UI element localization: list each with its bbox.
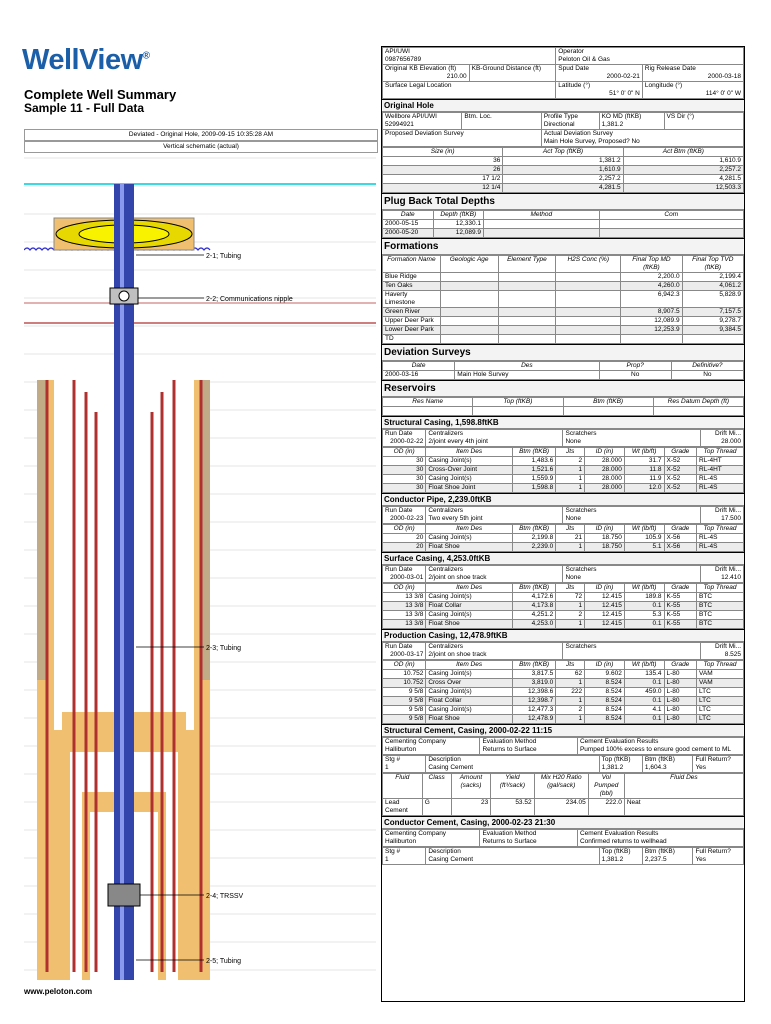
lat-cell: Latitude (°) 51° 0' 0" N — [556, 82, 643, 99]
casing-row: 13 3/8 Casing Joint(s) 4,172.6 72 12.415 189.8 K-55 BTC — [383, 593, 744, 602]
page-title: Complete Well Summary — [24, 87, 177, 102]
original-hole-table: Wellbore API/UWI 52994921 Btm. Loc. Profile Type Directional KO MD (ftKB) 1,381.2 VS Dir (°) Proposed Deviation Survey Actual Deviation Survey Main Hole Survey, Proposed? No — [382, 112, 744, 147]
casing-row: 30 Casing Joint(s) 1,483.6 2 28.000 31.7 X-52 RL-4HT — [383, 457, 744, 466]
casing-row: 30 Cross-Over Joint 1,521.6 1 28.000 11.8 X-52 RL-4HT — [383, 466, 744, 475]
deviation-row: 2000-03-16 Main Hole Survey No No — [383, 371, 744, 380]
cement-info: Cementing Company Halliburton Evaluation Method Returns to Surface Cement Evaluation Results Confirmed returns to wellhead — [382, 829, 744, 847]
formation-row: Lower Deer Park 12,253.9 9,384.5 — [383, 326, 744, 335]
label-comm-nipple: 2-2; Communications nipple — [206, 296, 293, 303]
casing-title: Conductor Pipe, 2,239.0ftKB — [382, 493, 744, 506]
casing-info: Run Date 2000-02-22 Centralizers 2/joint every 4th joint Scratchers None Drift Mi... 28.000 — [382, 429, 744, 447]
casing-row: 13 3/8 Casing Joint(s) 4,251.2 2 12.415 5.3 K-55 BTC — [383, 611, 744, 620]
spud-cell: Spud Date 2000-02-21 — [556, 65, 643, 82]
cement-fluids: Fluid Class Amount (sacks) Yield (ft³/sack) Mix H20 Ratio (gal/sack) Vol Pumped (bbl) Fluid Des Lead Cement G 23 53.52 234.05 222.0 Neat — [382, 773, 744, 816]
hole-size-table: Size (in) Act Top (ftKB) Act Btm (ftKB) 36 1,381.2 1,610.9 26 1,610.9 2,257.2 17 1/2 2,257.2 4,281.5 12 1/4 4,281.5 12,503.3 — [382, 147, 744, 193]
casing-row: 30 Casing Joint(s) 1,559.9 1 28.000 11.9 X-52 RL-4S — [383, 475, 744, 484]
kb-elev-cell: Original KB Elevation (ft) 210.00 — [383, 65, 470, 82]
casing-row: 9 5/8 Casing Joint(s) 12,398.6 222 8.524 459.0 L-80 LTC — [383, 688, 744, 697]
label-tubing-1: 2-1; Tubing — [206, 253, 242, 260]
casing-components: OD (in) Item Des Btm (ftKB) Jts ID (in) Wt (lb/ft) Grade Top Thread 13 3/8 Casing Joint(s) 4,172.6 72 12.415 189.8 K-55 BTC 13 3/8 Float Collar 4,173.8 1 12.415 0.1 K-55 BTC 13 3/8 Casing Joint(s) 4,251.2 2 12.415 5.3 K-55 BTC 13 3/8 Float Shoe 4,253.0 1 12.415 0.1 K-55 BTC — [382, 583, 744, 629]
casing-components: OD (in) Item Des Btm (ftKB) Jts ID (in) Wt (lb/ft) Grade Top Thread 20 Casing Joint(s) 2,199.8 21 18.750 105.9 X-56 RL-4S 20 Float Shoe 2,239.0 1 18.750 5.1 X-56 RL-4S — [382, 524, 744, 552]
legal-cell: Surface Legal Location — [383, 82, 556, 99]
formation-row: Upper Deer Park 12,089.9 9,278.7 — [383, 317, 744, 326]
casing-row: 20 Casing Joint(s) 2,199.8 21 18.750 105.9 X-56 RL-4S — [383, 534, 744, 543]
casing-row: 9 5/8 Float Collar 12,398.7 1 8.524 0.1 L-80 LTC — [383, 697, 744, 706]
casing-row: 10.752 Cross Over 3,819.0 1 8.524 0.1 L-80 VAM — [383, 679, 744, 688]
casing-row: 20 Float Shoe 2,239.0 1 18.750 5.1 X-56 RL-4S — [383, 543, 744, 552]
label-tubing-5: 2-5; Tubing — [206, 958, 242, 965]
schematic-subheader: Vertical schematic (actual) — [24, 141, 378, 153]
rig-release-cell: Rig Release Date 2000-03-18 — [642, 65, 743, 82]
formation-row: Ten Oaks 4,260.0 4,061.2 — [383, 282, 744, 291]
formation-row: Green River 8,907.5 7,157.5 — [383, 308, 744, 317]
casing-info: Run Date 2000-03-01 Centralizers 2/joint on shoe track Scratchers None Drift Mi... 12.410 — [382, 565, 744, 583]
pbtd-row: 2000-05-20 12,089.9 — [383, 229, 744, 238]
api-cell: API/UWI 0987656789 — [383, 48, 556, 65]
formation-row: Haverty Limestone 6,942.3 5,828.9 — [383, 291, 744, 308]
deviation-table: Date Des Prop? Definitive? 2000-03-16 Main Hole Survey No No — [382, 361, 744, 380]
cement-stage: Stg # 1 Description Casing Cement Top (ftKB) 1,381.2 Btm (ftKB) 2,237.5 Full Return? Yes — [382, 847, 744, 865]
casing-info: Run Date 2000-03-17 Centralizers 2/joint on shoe track Scratchers Drift Mi... 8.525 — [382, 642, 744, 660]
casings-section — [382, 416, 744, 724]
casing-row: 13 3/8 Float Shoe 4,253.0 1 12.415 0.1 K-55 BTC — [383, 620, 744, 629]
hole-size-row: 12 1/4 4,281.5 12,503.3 — [383, 184, 744, 193]
casing-row: 10.752 Casing Joint(s) 3,817.5 62 9.602 135.4 L-80 VAM — [383, 670, 744, 679]
page-subtitle: Sample 11 - Full Data — [24, 101, 145, 115]
label-tubing-3: 2-3; Tubing — [206, 645, 242, 652]
casing-title: Surface Casing, 4,253.0ftKB — [382, 552, 744, 565]
casing-components: OD (in) Item Des Btm (ftKB) Jts ID (in) Wt (lb/ft) Grade Top Thread 30 Casing Joint(s) 1,483.6 2 28.000 31.7 X-52 RL-4HT 30 Cross-Over Joint 1,521.6 1 28.000 11.8 X-52 RL-4HT 30 Casing Joint(s) 1,559.9 1 28.000 11.9 X-52 RL-4S 30 Float Shoe Joint 1,598.8 1 28.000 12.0 X-52 RL-4S — [382, 447, 744, 493]
casing-row: 9 5/8 Float Shoe 12,478.9 1 8.524 0.1 L-80 LTC — [383, 715, 744, 724]
hole-size-row: 36 1,381.2 1,610.9 — [383, 157, 744, 166]
footer-url: www.peloton.com — [24, 987, 93, 996]
pbtd-table: Date Depth (ftKB) Method Com 2000-05-15 12,330.1 2000-05-20 12,089.9 — [382, 210, 744, 238]
casing-row: 13 3/8 Float Collar 4,173.8 1 12.415 0.1 K-55 BTC — [383, 602, 744, 611]
casing-title: Structural Casing, 1,598.8ftKB — [382, 416, 744, 429]
summary-panel — [381, 46, 745, 1002]
cements-section — [382, 724, 744, 865]
hole-size-row: 26 1,610.9 2,257.2 — [383, 166, 744, 175]
lon-cell: Longitude (°) 114° 0' 0" W — [642, 82, 743, 99]
reservoirs-table: Res Name Top (ftKB) Btm (ftKB) Res Datum Depth (ft) — [382, 397, 744, 416]
formation-row: Blue Ridge 2,200.0 2,199.4 — [383, 273, 744, 282]
trssv — [108, 884, 140, 906]
pbtd-row: 2000-05-15 12,330.1 — [383, 220, 744, 229]
wellbore-schematic — [24, 152, 376, 980]
formation-row: TD — [383, 335, 744, 344]
deviation-title: Deviation Surveys — [382, 344, 744, 361]
schematic-header: Deviated - Original Hole, 2009-09-15 10:35:28 AM — [24, 129, 378, 141]
formations-title: Formations — [382, 238, 744, 255]
wellview-logo: WellView® — [22, 44, 150, 76]
original-hole-title: Original Hole — [382, 99, 744, 112]
reservoirs-title: Reservoirs — [382, 380, 744, 397]
label-trssv: 2-4; TRSSV — [206, 893, 244, 900]
operator-cell: Operator Peloton Oil & Gas — [556, 48, 744, 65]
fluid-row: Lead Cement G 23 53.52 234.05 222.0 Neat — [383, 799, 744, 816]
cement-info: Cementing Company Halliburton Evaluation Method Returns to Surface Cement Evaluation Results Pumped 100% excess to ensure good cement to ML — [382, 737, 744, 755]
nipple-gauge — [119, 291, 129, 301]
casing-row: 9 5/8 Casing Joint(s) 12,477.3 2 8.524 4.1 L-80 LTC — [383, 706, 744, 715]
well-header-table — [382, 47, 744, 99]
formations-table: Formation Name Geologic Age Element Type H2S Conc (%) Final Top MD (ftKB) Final Top TVD (ftKB) Blue Ridge 2,200.0 2,199.4 Ten Oaks 4,260.0 4,061.2 Haverty Limestone 6,942.3 5,828.9 Green River 8,907.5 7,157.5 Upper Deer Park 12,089.9 9,278.7 Lower Deer Park 12,253.9 9,384.5 TD — [382, 255, 744, 344]
cement-title: Structural Cement, Casing, 2000-02-22 11:15 — [382, 724, 744, 737]
cement-stage: Stg # 1 Description Casing Cement Top (ftKB) 1,381.2 Btm (ftKB) 1,604.3 Full Return? Yes — [382, 755, 744, 773]
casing-info: Run Date 2000-02-23 Centralizers Two every 5th joint Scratchers None Drift Mi... 17.500 — [382, 506, 744, 524]
pbtd-title: Plug Back Total Depths — [382, 193, 744, 210]
kb-ground-cell: KB-Ground Distance (ft) — [469, 65, 556, 82]
casing-components: OD (in) Item Des Btm (ftKB) Jts ID (in) Wt (lb/ft) Grade Top Thread 10.752 Casing Joint(s) 3,817.5 62 9.602 135.4 L-80 VAM 10.752 Cross Over 3,819.0 1 8.524 0.1 L-80 VAM 9 5/8 Casing Joint(s) 12,398.6 222 8.524 459.0 L-80 LTC 9 5/8 Float Collar 12,398.7 1 8.524 0.1 L-80 LTC 9 5/8 Casing Joint(s) 12,477.3 2 8.524 4.1 L-80 LTC 9 5/8 Float Shoe 12,478.9 1 8.524 0.1 L-80 LTC — [382, 660, 744, 724]
hole-size-row: 17 1/2 2,257.2 4,281.5 — [383, 175, 744, 184]
cement-title: Conductor Cement, Casing, 2000-02-23 21:30 — [382, 816, 744, 829]
casing-row: 30 Float Shoe Joint 1,598.8 1 28.000 12.0 X-52 RL-4S — [383, 484, 744, 493]
casing-title: Production Casing, 12,478.9ftKB — [382, 629, 744, 642]
